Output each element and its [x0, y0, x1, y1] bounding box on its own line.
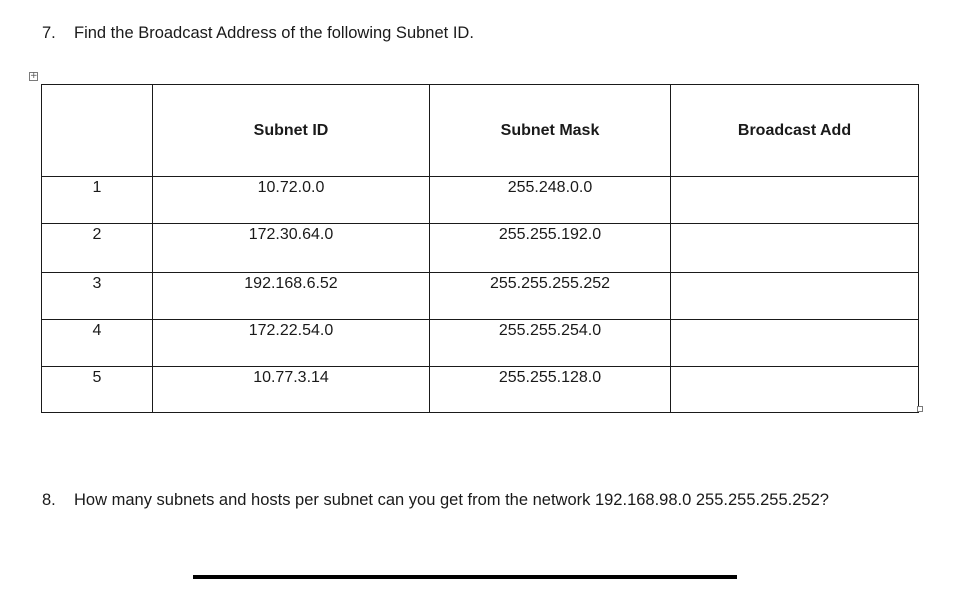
subnet-id-cell[interactable]: 10.77.3.14: [153, 367, 430, 413]
table-resize-handle-icon[interactable]: [917, 406, 923, 412]
question-8: [42, 491, 829, 510]
subnet-mask-cell[interactable]: 255.255.192.0: [430, 224, 671, 273]
table-move-handle-icon[interactable]: +: [30, 71, 38, 81]
broadcast-address-cell[interactable]: [671, 177, 919, 224]
row-index-cell[interactable]: 2: [42, 224, 153, 273]
header-subnet-id[interactable]: Subnet ID: [153, 85, 430, 177]
row-index-cell[interactable]: 5: [42, 367, 153, 413]
header-index[interactable]: [42, 85, 153, 177]
subnet-mask-cell[interactable]: 255.255.128.0: [430, 367, 671, 413]
answer-line: [193, 575, 737, 579]
subnet-id-cell[interactable]: 172.30.64.0: [153, 224, 430, 273]
broadcast-address-cell[interactable]: [671, 224, 919, 273]
broadcast-address-cell[interactable]: [671, 273, 919, 320]
row-index-cell[interactable]: 4: [42, 320, 153, 367]
table-row: [42, 224, 919, 273]
subnet-mask-cell[interactable]: 255.255.254.0: [430, 320, 671, 367]
subnet-id-cell[interactable]: 172.22.54.0: [153, 320, 430, 367]
question-7-number: 7.: [42, 24, 56, 42]
row-index-cell[interactable]: 3: [42, 273, 153, 320]
row-index-cell[interactable]: 1: [42, 177, 153, 224]
question-7: [42, 24, 474, 43]
subnet-table: [41, 84, 919, 413]
table-row: [42, 273, 919, 320]
question-7-text: Find the Broadcast Address of the following Subnet ID.: [74, 24, 474, 42]
broadcast-address-cell[interactable]: [671, 367, 919, 413]
question-8-number: 8.: [42, 491, 56, 509]
table-header-row: [42, 85, 919, 177]
broadcast-address-cell[interactable]: [671, 320, 919, 367]
subnet-id-cell[interactable]: 192.168.6.52: [153, 273, 430, 320]
table-row: [42, 177, 919, 224]
subnet-mask-cell[interactable]: 255.248.0.0: [430, 177, 671, 224]
header-subnet-mask[interactable]: Subnet Mask: [430, 85, 671, 177]
table-row: [42, 367, 919, 413]
subnet-id-cell[interactable]: 10.72.0.0: [153, 177, 430, 224]
table-row: [42, 320, 919, 367]
question-8-text: How many subnets and hosts per subnet can you get from the network 192.168.98.0 255.255.255.252?: [74, 491, 829, 509]
header-broadcast-address[interactable]: Broadcast Add: [671, 85, 919, 177]
subnet-mask-cell[interactable]: 255.255.255.252: [430, 273, 671, 320]
